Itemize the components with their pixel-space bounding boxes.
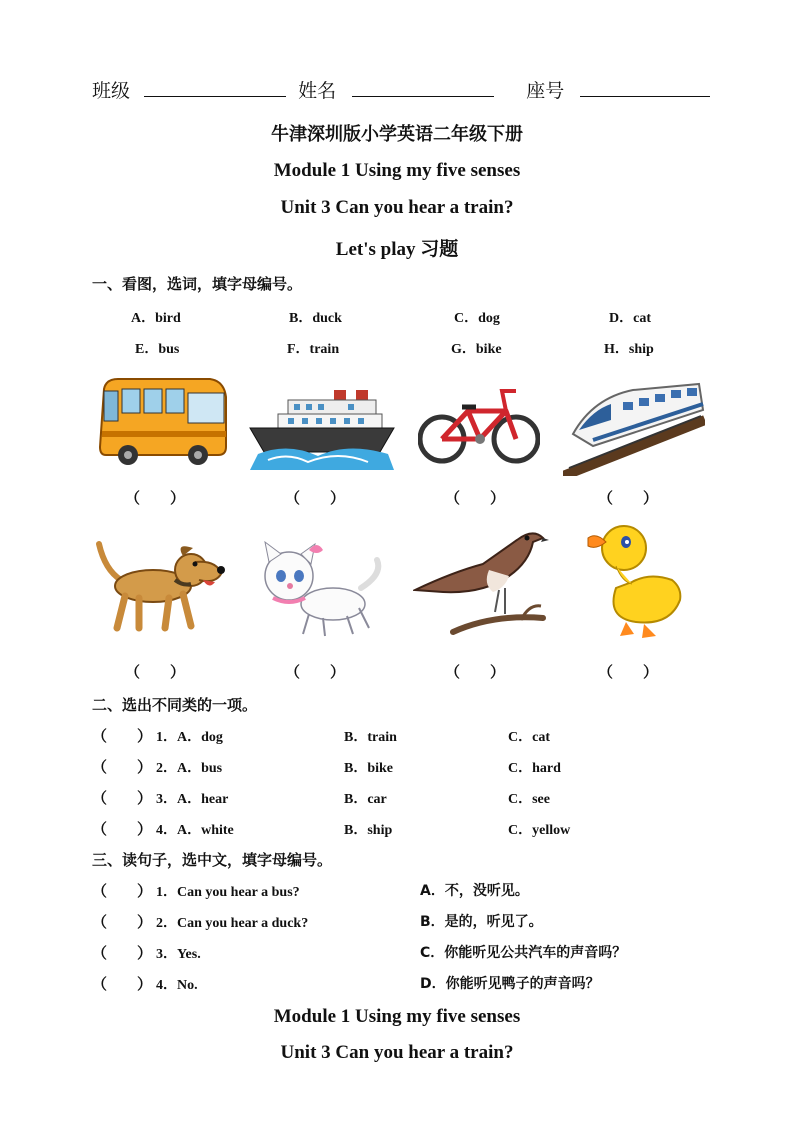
option-h: H．ship — [604, 342, 654, 357]
option-e: E．bus — [135, 342, 180, 357]
section2-heading: 二、选出不同类的一项。 — [92, 696, 258, 714]
dog-picture — [95, 540, 229, 632]
s2-answer-blank-4[interactable]: （ ） — [92, 820, 153, 838]
option-a: A．bird — [131, 311, 181, 326]
s3-question-2: 2．Can you hear a duck? — [156, 916, 309, 931]
s3-answer-blank-2[interactable]: （ ） — [92, 913, 153, 931]
name-blank[interactable] — [352, 78, 494, 97]
s3-answer-blank-4[interactable]: （ ） — [92, 975, 153, 993]
answer-blank-bird[interactable]: （ ） — [445, 663, 506, 681]
class-blank[interactable] — [144, 78, 286, 97]
s2-q4-c: C．yellow — [508, 823, 571, 838]
s3-choice-a: A．不，没听见。 — [420, 883, 529, 899]
footer-module-title: Module 1 Using my five senses — [273, 1006, 521, 1027]
answer-blank-bus[interactable]: （ ） — [125, 489, 186, 507]
bike-picture — [418, 377, 540, 467]
bus-picture — [98, 375, 230, 467]
lesson-title: Let's play 习题 — [335, 239, 459, 260]
s2-q2-c: C．hard — [508, 761, 561, 776]
class-label: 班级 — [92, 80, 131, 102]
s2-q1-b: B．train — [344, 730, 397, 745]
student-info-line — [92, 76, 710, 103]
section1-heading: 一、看图，选词，填字母编号。 — [92, 275, 303, 293]
answer-blank-train[interactable]: （ ） — [598, 489, 659, 507]
seat-blank[interactable] — [580, 78, 710, 97]
option-b: B．duck — [289, 311, 342, 326]
s2-q4-b: B．ship — [344, 823, 393, 838]
s3-choice-b: B．是的，听见了。 — [420, 914, 543, 930]
s2-q1-a: 1．A．dog — [156, 730, 223, 745]
s2-answer-blank-1[interactable]: （ ） — [92, 727, 153, 745]
s2-answer-blank-2[interactable]: （ ） — [92, 758, 153, 776]
s3-question-1: 1．Can you hear a bus? — [156, 885, 300, 900]
s3-question-4: 4．No. — [156, 978, 198, 993]
book-title: 牛津深圳版小学英语二年级下册 — [271, 124, 523, 145]
s3-answer-blank-1[interactable]: （ ） — [92, 882, 153, 900]
s2-q2-b: B．bike — [344, 761, 394, 776]
option-g: G．bike — [451, 342, 502, 357]
bird-picture — [413, 522, 549, 646]
section3-heading: 三、读句子，选中文，填字母编号。 — [92, 851, 333, 869]
s2-q3-b: B．car — [344, 792, 387, 807]
answer-blank-duck[interactable]: （ ） — [598, 663, 659, 681]
train-picture — [563, 380, 705, 476]
cat-picture — [253, 538, 387, 638]
answer-blank-cat[interactable]: （ ） — [285, 663, 346, 681]
s2-q1-c: C．cat — [508, 730, 550, 745]
s2-q2-a: 2．A．bus — [156, 761, 223, 776]
answer-blank-ship[interactable]: （ ） — [285, 489, 346, 507]
s3-choice-d: D．你能听见鸭子的声音吗？ — [420, 976, 600, 992]
option-d: D．cat — [609, 311, 651, 326]
s3-question-3: 3．Yes. — [156, 947, 201, 962]
s3-choice-c: C．你能听见公共汽车的声音吗？ — [420, 945, 627, 961]
module-title: Module 1 Using my five senses — [273, 160, 521, 181]
unit-title: Unit 3 Can you hear a train? — [280, 197, 514, 218]
option-f: F．train — [287, 342, 340, 357]
answer-blank-bike[interactable]: （ ） — [445, 489, 506, 507]
footer-unit-title: Unit 3 Can you hear a train? — [280, 1042, 514, 1063]
s2-answer-blank-3[interactable]: （ ） — [92, 789, 153, 807]
s3-answer-blank-3[interactable]: （ ） — [92, 944, 153, 962]
duck-picture — [586, 518, 684, 640]
s2-q3-c: C．see — [508, 792, 550, 807]
option-c: C．dog — [454, 311, 500, 326]
seat-label: 座号 — [526, 80, 565, 102]
s2-q4-a: 4．A．white — [156, 823, 234, 838]
answer-blank-dog[interactable]: （ ） — [125, 663, 186, 681]
name-label: 姓名 — [298, 80, 337, 102]
ship-picture — [248, 376, 396, 474]
s2-q3-a: 3．A．hear — [156, 792, 229, 807]
